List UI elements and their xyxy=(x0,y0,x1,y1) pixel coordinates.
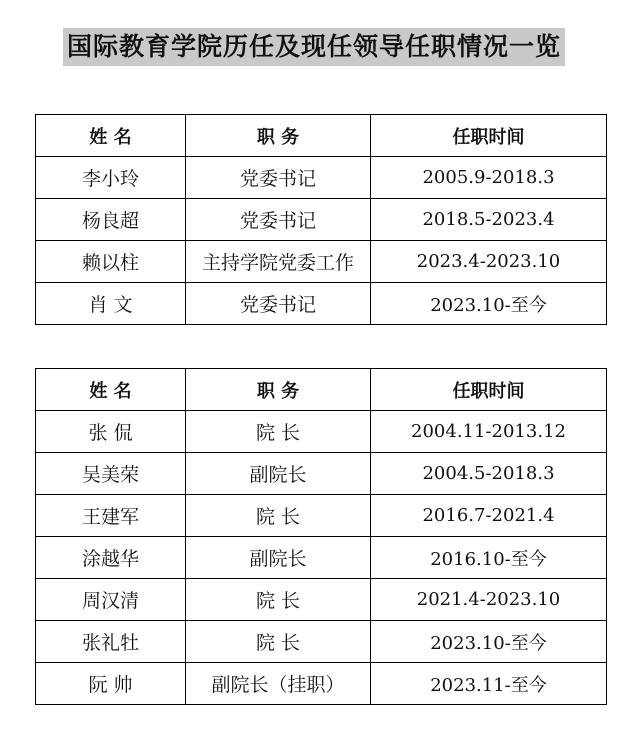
cell-position: 院 长 xyxy=(186,411,371,453)
cell-name: 张礼牡 xyxy=(36,621,186,663)
table-header-row xyxy=(36,115,607,157)
cell-name: 杨良超 xyxy=(36,199,186,241)
cell-position: 党委书记 xyxy=(186,157,371,199)
cell-name: 赖以柱 xyxy=(36,241,186,283)
cell-term: 2023.10-至今 xyxy=(371,621,607,663)
table-row xyxy=(36,453,607,495)
cell-name: 张 侃 xyxy=(36,411,186,453)
table-row xyxy=(36,283,607,325)
table-row xyxy=(36,537,607,579)
header-position: 职 务 xyxy=(186,369,371,411)
cell-term: 2023.10-至今 xyxy=(371,283,607,325)
table-row xyxy=(36,621,607,663)
cell-term: 2016.10-至今 xyxy=(371,537,607,579)
table-row xyxy=(36,199,607,241)
table-row xyxy=(36,241,607,283)
cell-name: 吴美荣 xyxy=(36,453,186,495)
header-term: 任职时间 xyxy=(371,369,607,411)
header-name: 姓 名 xyxy=(36,115,186,157)
header-name: 姓 名 xyxy=(36,369,186,411)
party-secretary-table xyxy=(35,114,607,325)
cell-position: 副院长 xyxy=(186,537,371,579)
cell-name: 阮 帅 xyxy=(36,663,186,705)
cell-position: 党委书记 xyxy=(186,199,371,241)
cell-term: 2018.5-2023.4 xyxy=(371,199,607,241)
cell-name: 肖 文 xyxy=(36,283,186,325)
cell-position: 主持学院党委工作 xyxy=(186,241,371,283)
cell-position: 党委书记 xyxy=(186,283,371,325)
table-row xyxy=(36,157,607,199)
cell-name: 周汉清 xyxy=(36,579,186,621)
table-row xyxy=(36,579,607,621)
table-header-row xyxy=(36,369,607,411)
cell-term: 2023.11-至今 xyxy=(371,663,607,705)
cell-position: 副院长 xyxy=(186,453,371,495)
cell-position: 副院长（挂职） xyxy=(186,663,371,705)
cell-position: 院 长 xyxy=(186,495,371,537)
header-position: 职 务 xyxy=(186,115,371,157)
table-row xyxy=(36,495,607,537)
cell-term: 2021.4-2023.10 xyxy=(371,579,607,621)
cell-name: 王建军 xyxy=(36,495,186,537)
cell-term: 2004.11-2013.12 xyxy=(371,411,607,453)
table-row xyxy=(36,411,607,453)
cell-name: 涂越华 xyxy=(36,537,186,579)
table-row xyxy=(36,663,607,705)
cell-term: 2005.9-2018.3 xyxy=(371,157,607,199)
cell-term: 2016.7-2021.4 xyxy=(371,495,607,537)
cell-position: 院 长 xyxy=(186,621,371,663)
header-term: 任职时间 xyxy=(371,115,607,157)
page-title: 国际教育学院历任及现任领导任职情况一览 xyxy=(63,28,565,66)
dean-table xyxy=(35,368,607,705)
cell-position: 院 长 xyxy=(186,579,371,621)
cell-term: 2023.4-2023.10 xyxy=(371,241,607,283)
cell-name: 李小玲 xyxy=(36,157,186,199)
cell-term: 2004.5-2018.3 xyxy=(371,453,607,495)
